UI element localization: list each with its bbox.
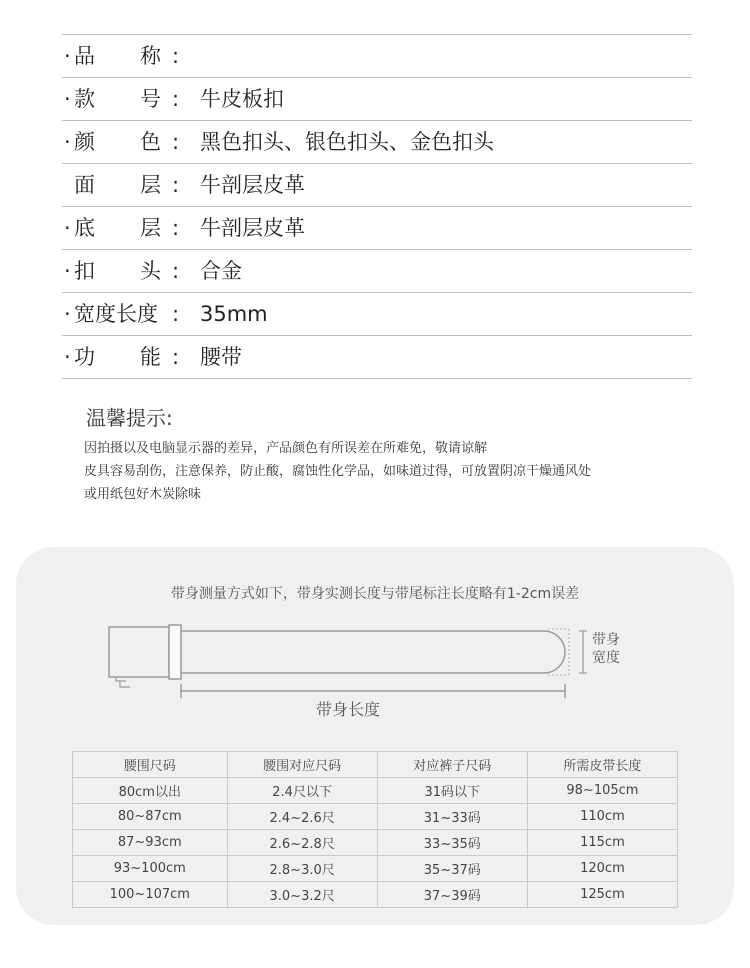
table-header: 腰围尺码	[73, 752, 228, 778]
table-row	[73, 856, 678, 882]
spec-value: 黑色扣头、银色扣头、金色扣头	[200, 130, 494, 154]
table-cell: 125cm	[527, 882, 677, 908]
spec-row-buckle: · 扣 头 : 合金	[62, 250, 692, 293]
table-cell: 31~33码	[377, 804, 527, 830]
spec-value: 牛皮板扣	[200, 87, 284, 111]
bullet: ·	[64, 130, 71, 154]
table-cell: 2.4~2.6尺	[227, 804, 377, 830]
table-cell: 120cm	[527, 856, 677, 882]
spec-row-function: · 功 能 : 腰带	[62, 336, 692, 379]
size-table	[72, 751, 678, 908]
table-cell: 37~39码	[377, 882, 527, 908]
table-header: 腰围对应尺码	[227, 752, 377, 778]
spec-row-surface: 面 层 : 牛剖层皮革	[62, 164, 692, 207]
spec-row-width: · 宽度长度 : 35mm	[62, 293, 692, 336]
bullet: ·	[64, 345, 71, 369]
spec-value: 牛剖层皮革	[200, 216, 305, 240]
table-cell: 2.8~3.0尺	[227, 856, 377, 882]
spec-value: 合金	[200, 259, 242, 283]
bullet: ·	[64, 259, 71, 283]
table-cell: 2.6~2.8尺	[227, 830, 377, 856]
spec-value: 牛剖层皮革	[200, 173, 305, 197]
table-row	[73, 778, 678, 804]
table-cell: 2.4尺以下	[227, 778, 377, 804]
table-header: 所需皮带长度	[527, 752, 677, 778]
table-cell: 93~100cm	[73, 856, 228, 882]
table-cell: 98~105cm	[527, 778, 677, 804]
tips-line: 皮具容易刮伤，注意保养，防止酸，腐蚀性化学品，如味道过得，可放置阴凉干燥通风处	[84, 464, 592, 479]
spec-row-model: · 款 号 : 牛皮板扣	[62, 78, 692, 121]
spec-row-base: · 底 层 : 牛剖层皮革	[62, 207, 692, 250]
tips-line: 或用纸包好木炭除味	[84, 487, 202, 502]
bullet: ·	[64, 87, 71, 111]
spec-value: 35mm	[200, 302, 268, 326]
table-row	[73, 882, 678, 908]
table-cell: 115cm	[527, 830, 677, 856]
buckle-bar	[169, 625, 181, 679]
bullet: ·	[64, 216, 71, 240]
table-cell: 80cm以出	[73, 778, 228, 804]
bullet: ·	[64, 302, 71, 326]
table-header: 对应裤子尺码	[377, 752, 527, 778]
buckle-outline	[109, 627, 169, 677]
spec-value: 腰带	[200, 345, 242, 369]
buckle-prong	[116, 677, 130, 687]
table-cell: 87~93cm	[73, 830, 228, 856]
tips-title: 温馨提示:	[86, 406, 173, 430]
width-label: 带身 宽度	[592, 632, 620, 666]
table-cell: 110cm	[527, 804, 677, 830]
table-cell: 100~107cm	[73, 882, 228, 908]
tips-line: 因拍摄以及电脑显示器的差异，产品颜色有所误差在所难免，敬请谅解	[84, 441, 488, 456]
measure-card	[16, 547, 734, 925]
table-header-row	[73, 752, 678, 778]
measure-caption: 带身测量方式如下，带身实测长度与带尾标注长度略有1-2cm误差	[170, 586, 580, 602]
table-cell: 31码以下	[377, 778, 527, 804]
length-label: 带身长度	[316, 700, 381, 719]
spec-row-color: · 颜 色 : 黑色扣头、银色扣头、金色扣头	[62, 121, 692, 164]
table-row	[73, 804, 678, 830]
table-cell: 33~35码	[377, 830, 527, 856]
belt-strap	[181, 631, 565, 673]
bullet: ·	[64, 44, 71, 68]
spec-row-name: · 品 称 :	[62, 35, 692, 78]
table-cell: 3.0~3.2尺	[227, 882, 377, 908]
table-row	[73, 830, 678, 856]
table-cell: 80~87cm	[73, 804, 228, 830]
table-cell: 35~37码	[377, 856, 527, 882]
spec-list	[62, 34, 692, 379]
